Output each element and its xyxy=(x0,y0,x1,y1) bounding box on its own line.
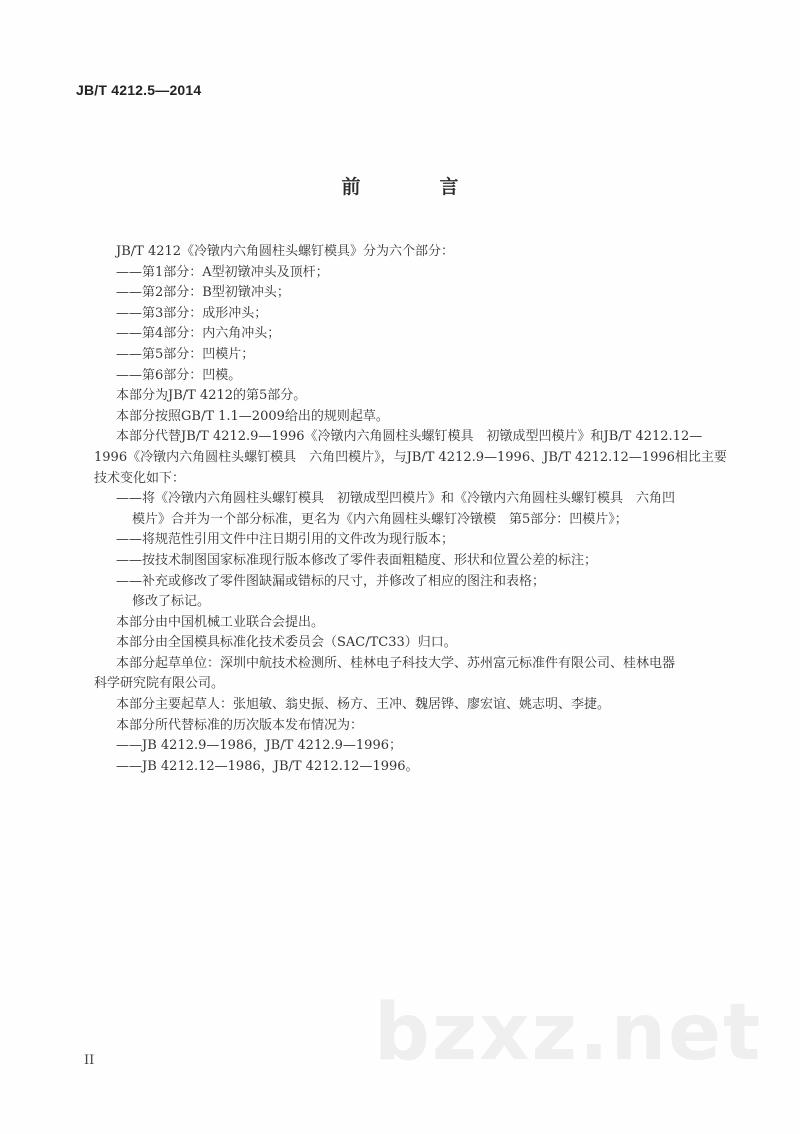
text-line: 本部分主要起草人：张旭敏、翁史振、杨方、王冲、魏居铧、廖宏谊、姚志明、李捷。 xyxy=(116,697,611,713)
text-line: ——第4部分：内六角冲头； xyxy=(116,326,281,342)
text-line: 修改了标记。 xyxy=(132,594,211,610)
text-line: JB/T 4212《冷镦内六角圆柱头螺钉模具》分为六个部分： xyxy=(116,244,455,259)
text-line: 本部分为JB/T 4212的第5部分。 xyxy=(116,388,307,404)
text-line: ——第2部分：B型初镦冲头； xyxy=(116,285,290,301)
text-line: ——第5部分：凹模片； xyxy=(116,346,255,362)
text-line: 本部分代替JB/T 4212.9—1996《冷镦内六角圆柱头螺钉模具 初镦成型凹模片》和JB/T 4212.12— xyxy=(116,429,703,445)
text-line: 本部分按照GB/T 1.1—2009给出的规则起草。 xyxy=(116,408,389,424)
page-title: 前 言 xyxy=(341,176,489,198)
text-line: 科学研究院有限公司。 xyxy=(94,676,225,692)
text-line: ——将《冷镦内六角圆柱头螺钉模具 初镦成型凹模片》和《冷镦内六角圆柱头螺钉模具 六角凹 xyxy=(116,491,676,507)
text-line: 1996《冷镦内六角圆柱头螺钉模具 六角凹模片》，与JB/T 4212.9—1996、JB/T 4212.12—1996相比主要 xyxy=(94,449,727,465)
text-line: ——将规范性引用文件中注日期引用的文件改为现行版本； xyxy=(116,532,455,548)
text-line: ——第6部分：凹模。 xyxy=(116,367,242,383)
text-line: 本部分所代替标准的历次版本发布情况为： xyxy=(116,717,364,733)
text-line: ——第3部分：成形冲头； xyxy=(116,305,268,321)
text-line: ——JB 4212.12—1986，JB/T 4212.12—1996。 xyxy=(116,758,419,774)
foreword-body xyxy=(94,242,727,777)
text-line: ——补充或修改了零件图缺漏或错标的尺寸，并修改了相应的图注和表格； xyxy=(116,573,546,589)
text-line: ——第1部分：A型初镦冲头及顶杆； xyxy=(116,264,329,280)
text-line: 本部分由中国机械工业联合会提出。 xyxy=(116,614,325,630)
text-line: ——JB 4212.9—1986，JB/T 4212.9—1996； xyxy=(116,738,402,754)
text-line: 技术变化如下： xyxy=(94,470,186,486)
text-line: 本部分由全国模具标准化技术委员会（SAC/TC33）归口。 xyxy=(116,635,457,651)
page-number: II xyxy=(84,1053,95,1068)
document-id: JB/T 4212.5—2014 xyxy=(76,82,202,98)
text-line: 本部分起草单位：深圳中航技术检测所、桂林电子科技大学、苏州富元标准件有限公司、桂林电器 xyxy=(116,655,676,671)
text-line: ——按技术制图国家标准现行版本修改了零件表面粗糙度、形状和位置公差的标注； xyxy=(116,552,598,568)
text-line: 模片》合并为一个部分标准，更名为《内六角圆柱头螺钉冷镦模 第5部分：凹模片》； xyxy=(132,511,628,527)
watermark: bzxz.net xyxy=(374,988,763,1078)
